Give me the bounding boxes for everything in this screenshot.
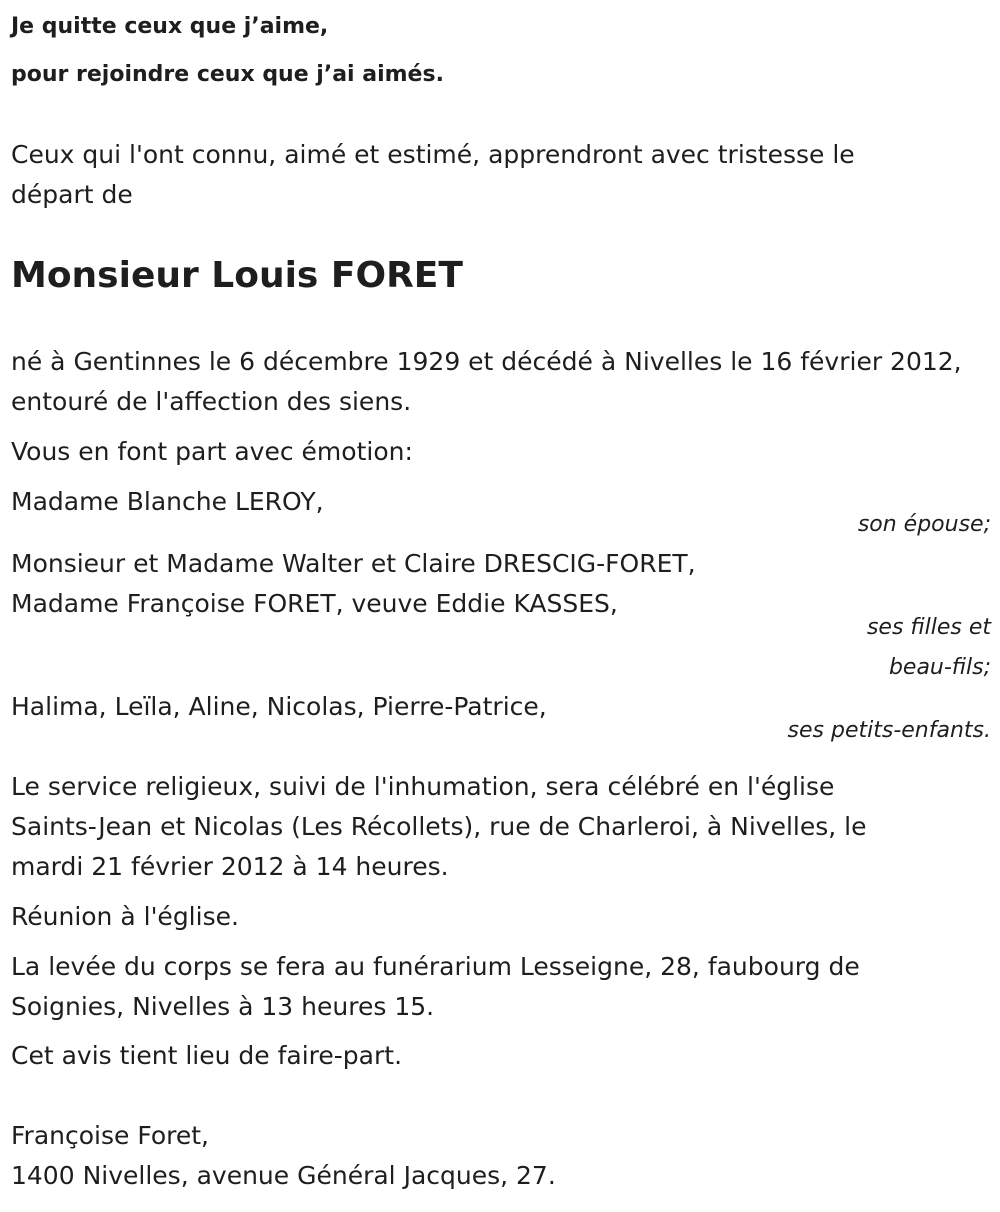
- announcement: Vous en font part avec émotion:: [11, 437, 413, 466]
- contact-address: 1400 Nivelles, avenue Général Jacques, 27.: [11, 1161, 556, 1190]
- grandchildren-names: Halima, Leïla, Aline, Nicolas, Pierre-Patrice,: [11, 692, 547, 721]
- meeting-note: Réunion à l'église.: [11, 902, 239, 931]
- service-line-3: mardi 21 février 2012 à 14 heures.: [11, 852, 449, 881]
- quote-line-2: pour rejoindre ceux que j’ai aimés.: [11, 62, 444, 87]
- intro-line-1: Ceux qui l'ont connu, aimé et estimé, apprendront avec tristesse le: [11, 140, 855, 169]
- daughters-line-1: Monsieur et Madame Walter et Claire DRESCIG-FORET,: [11, 549, 696, 578]
- grandchildren-relation: ses petits-enfants.: [787, 718, 991, 743]
- quote-line-1: Je quitte ceux que j’aime,: [11, 14, 329, 39]
- spouse-name: Madame Blanche LEROY,: [11, 487, 324, 516]
- spouse-relation: son épouse;: [857, 512, 991, 537]
- daughters-relation-line-2: beau-fils;: [888, 655, 991, 680]
- intro-line-2: départ de: [11, 180, 133, 209]
- deceased-name: Monsieur Louis FORET: [11, 255, 463, 296]
- daughters-relation-line-1: ses filles et: [866, 615, 991, 640]
- notice-text: Cet avis tient lieu de faire-part.: [11, 1041, 403, 1070]
- contact-name: Françoise Foret,: [11, 1121, 209, 1150]
- daughters-line-2: Madame Françoise FORET, veuve Eddie KASSES,: [11, 589, 618, 618]
- levee-line-2: Soignies, Nivelles à 13 heures 15.: [11, 992, 435, 1021]
- service-line-1: Le service religieux, suivi de l'inhumation, sera célébré en l'église: [11, 772, 835, 801]
- birth-death-line-2: entouré de l'affection des siens.: [11, 387, 412, 416]
- levee-line-1: La levée du corps se fera au funérarium Lesseigne, 28, faubourg de: [11, 952, 860, 981]
- birth-death-line-1: né à Gentinnes le 6 décembre 1929 et décédé à Nivelles le 16 février 2012,: [11, 347, 962, 376]
- service-line-2: Saints-Jean et Nicolas (Les Récollets), rue de Charleroi, à Nivelles, le: [11, 812, 867, 841]
